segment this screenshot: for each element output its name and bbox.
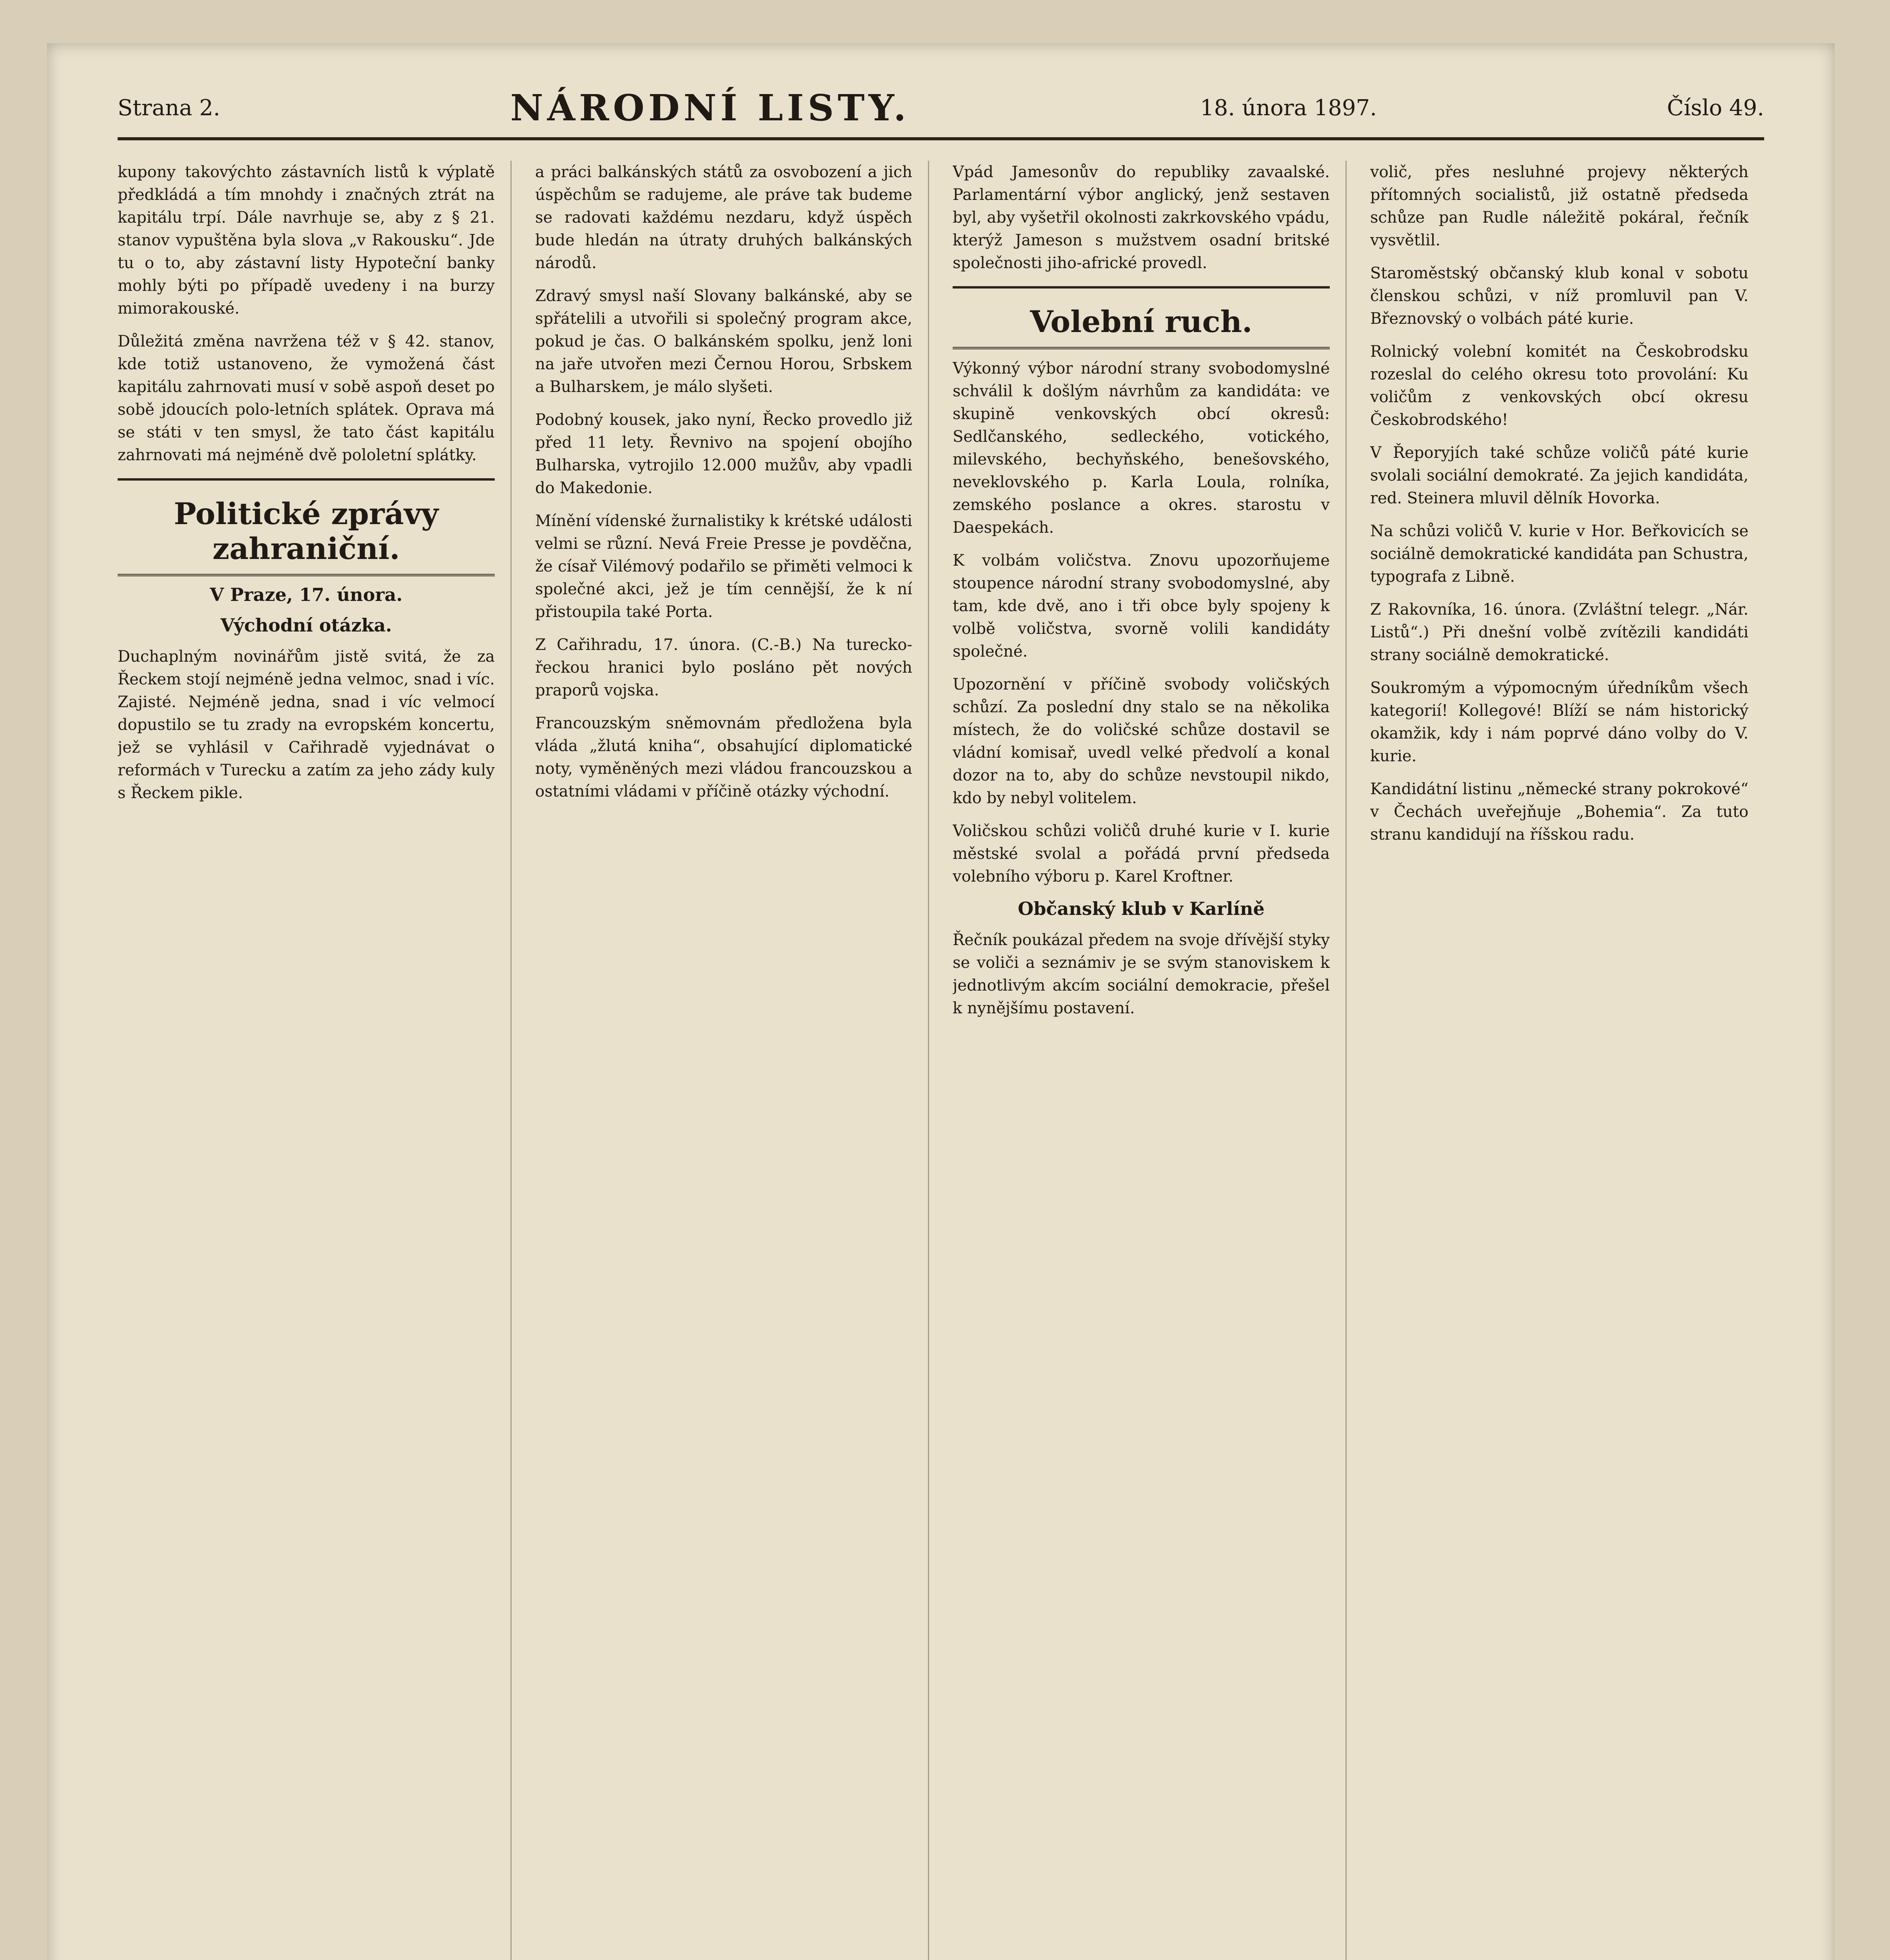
column-1 bbox=[118, 161, 512, 1960]
article-paragraph: Upozornění v příčině svobody voličských schůzí. Za poslední dny stalo se na několika místech, že do voličské schůze dostavil se vládní komisař, uvedl velké předvolí a konal dozor na to, aby do schůze nevstoupil nikdo, kdo by nebyl volitelem. bbox=[953, 675, 1330, 807]
article-paragraph: Voličskou schůzi voličů druhé kurie v I. kurie městské svolal a pořádá první předseda volebního výboru p. Karel Kroftner. bbox=[953, 822, 1330, 886]
newspaper-page bbox=[47, 43, 1835, 1960]
article-paragraph: Výkonný výbor národní strany svobodomyslné schválil k došlým návrhům za kandidáta: ve skupině venkovských obcí okresů: Sedlčanského, sedleckého, votického, milevského, bechyňského, benešovského, neveklovského p. Karla Loula, rolníka, zemského poslance a okres. starostu v Daespekách. bbox=[953, 359, 1330, 537]
section-title-politics: Politické zprávy zahraniční. bbox=[118, 496, 495, 576]
article-paragraph: Rolnický volební komitét na Českobrodsku rozeslal do celého okresu toto provolání: Ku voličům z venkovských obcí okresu Českobrodského! bbox=[1370, 343, 1748, 429]
article-paragraph: Zdravý smysl naší Slovany balkánské, aby se spřátelili a utvořili si společný program akce, pokud je čas. O balkánském spolku, jenž loni na jaře utvořen mezi Černou Horou, Srbskem a Bulharskem, je málo slyšeti. bbox=[535, 287, 912, 396]
article-paragraph: Z Cařihradu, 17. února. (C.-B.) Na turecko-řeckou hranici bylo posláno pět nových praporů vojska. bbox=[535, 636, 912, 699]
article-paragraph: Francouzským sněmovnám předložena byla vláda „žlutá kniha“, obsahující diplomatické noty, vyměněných mezi vládou francouzskou a ostatními vládami v příčině otázky východní. bbox=[535, 714, 912, 800]
article-paragraph: K volbám voličstva. Znovu upozorňujeme stoupence národní strany svobodomyslné, aby tam, kde dvě, ano i tři obce byly spojeny k volbě voličstva, svorně volili kandidáty společné. bbox=[953, 552, 1330, 661]
article-paragraph: kupony takovýchto zástavních listů k výplatě předkládá a tím mnohdy i značných ztrát na kapitálu trpí. Dále navrhuje se, aby z § 21. stanov vypuštěna byla slova „v Rakousku“. Jde tu o to, aby zástavní listy Hypoteční banky mohly býti po případě uvedeny i na burzy mimorakouské. bbox=[118, 163, 495, 318]
masthead: NÁRODNÍ LISTY. bbox=[510, 87, 910, 129]
article-paragraph: Staroměstský občanský klub konal v sobotu členskou schůzi, v níž promluvil pan V. Březnovský o volbách páté kurie. bbox=[1370, 264, 1748, 328]
divider bbox=[953, 286, 1330, 289]
article-paragraph: Kandidátní listinu „německé strany pokrokové“ v Čechách uveřejňuje „Bohemia“. Za tuto stranu kandidují na říšskou radu. bbox=[1370, 780, 1748, 844]
article-paragraph: Důležitá změna navržena též v § 42. stanov, kde totiž ustanoveno, že vymožená část kapitálu zahrnovati musí v sobě aspoň deset po sobě jdoucích polo-letních splátek. Oprava má se státi v ten smysl, že tato část kapitálu zahrnovati má nejméně dvě pololetní splátky. bbox=[118, 332, 495, 464]
article-paragraph: Na schůzi voličů V. kurie v Hor. Beřkovicích se sociálně demokratické kandidáta pan Schustra, typografa z Libně. bbox=[1370, 522, 1748, 586]
article-paragraph: Duchaplným novinářům jistě svitá, že za Řeckem stojí nejméně jedna velmoc, snad i víc. Zajisté. Nejméně jedna, snad i víc velmocí dopustilo se tu zrady na evropském koncertu, jež se vyhlásil v Cařihradě vyjednávat o reformách v Turecku a zatím za jeho zády kuly s Řeckem pikle. bbox=[118, 648, 495, 802]
subheading-club: Občanský klub v Karlíně bbox=[1018, 898, 1265, 919]
section-title-election: Volební ruch. bbox=[953, 304, 1330, 349]
article-paragraph: Řečník poukázal předem na svoje dřívější styky se voliči a seznámiv je se svým stanoviskem k jednotlivým akcím sociální demokracie, přešel k nynějšímu postavení. bbox=[953, 931, 1330, 1017]
column-3 bbox=[953, 161, 1347, 1960]
article-paragraph: V Řeporyjích také schůze voličů páté kurie svolali sociální demokraté. Za jejich kandidáta, red. Steinera mluvil dělník Hovorka. bbox=[1370, 444, 1748, 507]
column-2 bbox=[535, 161, 929, 1960]
column-4 bbox=[1370, 161, 1764, 1960]
dateline: V Praze, 17. února. bbox=[210, 584, 403, 605]
issue-date: 18. února 1897. bbox=[1200, 95, 1377, 121]
article-paragraph: Vpád Jamesonův do republiky zavaalské. Parlamentární výbor anglický, jenž sestaven byl, aby vyšetřil okolnosti zakrkovského vpádu, kterýž Jameson s mužstvem osadní britské společnosti jiho-africké provedl. bbox=[953, 163, 1330, 272]
article-paragraph: volič, přes nesluhné projevy některých přítomných socialistů, již ostatně předseda schůze pan Rudle náležitě pokáral, řečník vysvětlil. bbox=[1370, 163, 1748, 249]
page-header bbox=[118, 78, 1764, 140]
issue-number: Číslo 49. bbox=[1667, 95, 1764, 121]
subheading-east: Východní otázka. bbox=[220, 615, 392, 636]
divider bbox=[118, 478, 495, 481]
columns bbox=[118, 161, 1764, 1960]
article-paragraph: Mínění vídenské žurnalistiky k krétské události velmi se různí. Nevá Freie Presse je povděčna, že císař Vilémový podařilo se přiměti velmoci k společné akci, jež je tím cennější, že k ní přistoupila také Porta. bbox=[535, 512, 912, 621]
article-paragraph: Soukromým a výpomocným úředníkům všech kategorií! Kollegové! Blíží se nám historický okamžik, kdy i nám poprvé dáno volby do V. kurie. bbox=[1370, 679, 1748, 765]
page-label: Strana 2. bbox=[118, 95, 220, 121]
article-paragraph: Podobný kousek, jako nyní, Řecko provedlo již před 11 lety. Řevnivo na spojení obojího Bulharska, vytrojilo 12.000 mužův, aby vpadli do Makedonie. bbox=[535, 411, 912, 497]
article-paragraph: a práci balkánských států za osvobození a jich úspěchům se radujeme, ale práve tak budeme se radovati každému nezdaru, když úspěch bude hledán na útraty druhých balkánských národů. bbox=[535, 163, 912, 272]
article-paragraph: Z Rakovníka, 16. února. (Zvláštní telegr. „Nár. Listů“.) Při dnešní volbě zvítězili kandidáti strany sociálně demokratické. bbox=[1370, 601, 1748, 664]
